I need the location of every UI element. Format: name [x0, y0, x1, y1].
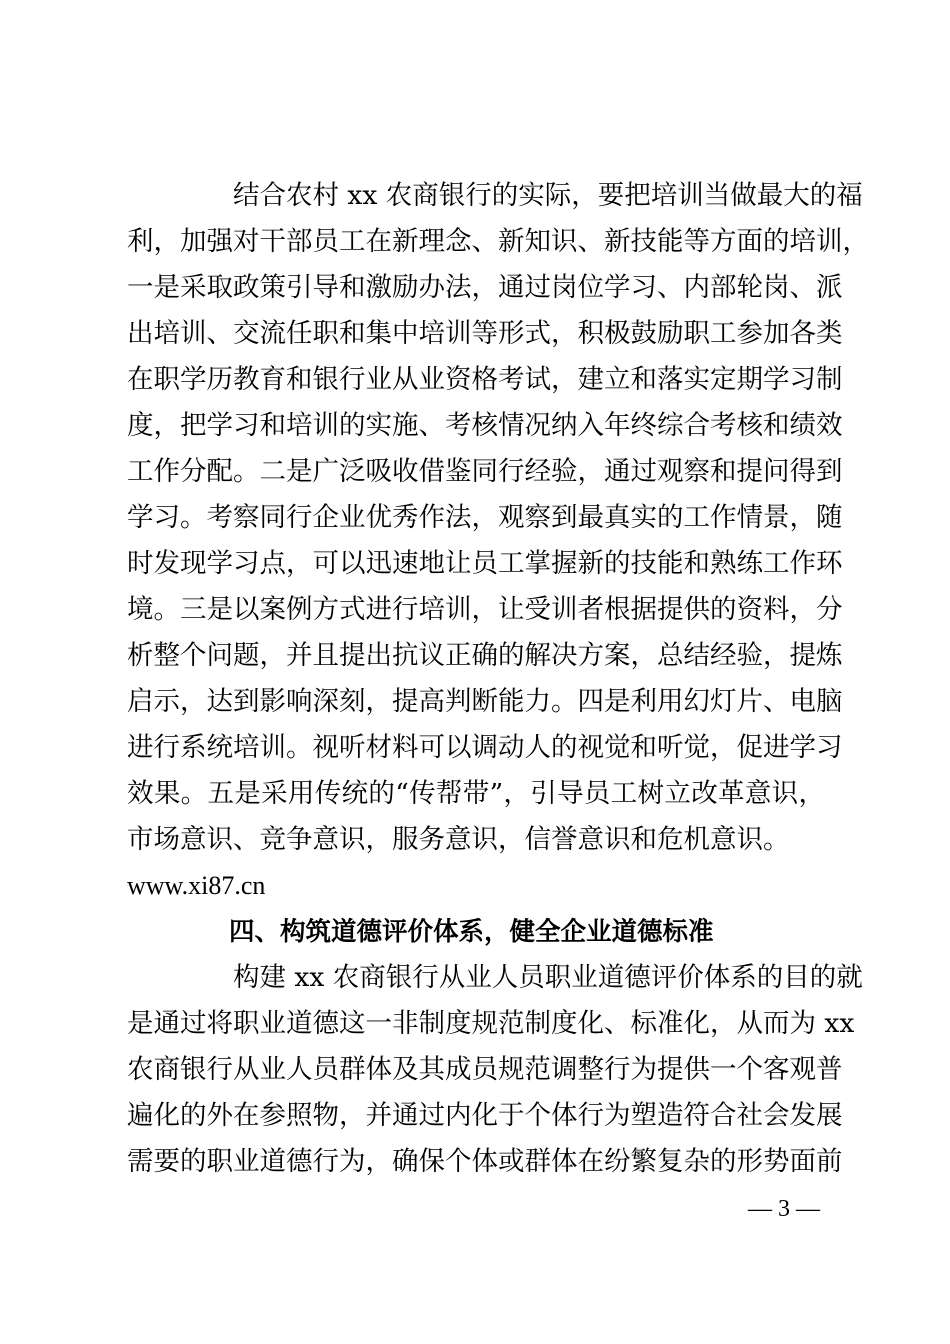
section-heading: 四、构筑道德评价体系，健全企业道德标准 [229, 917, 714, 947]
paragraph-1-line-6: 度，把学习和培训的实施、考核情况纳入年终综合考核和绩效 [127, 410, 843, 441]
paragraph-1-line-2: 利，加强对干部员工在新理念、新知识、新技能等方面的培训， [127, 226, 869, 257]
paragraph-2-line-3: 农商银行从业人员群体及其成员规范调整行为提供一个客观普 [127, 1054, 843, 1085]
paragraph-1-line-8: 学习。考察同行企业优秀作法，观察到最真实的工作情景，随 [127, 502, 843, 533]
paragraph-1-line-14: 效果。五是采用传统的“传帮带”，引导员工树立改革意识， [127, 778, 825, 809]
paragraph-2-line-2: 是通过将职业道德这一非制度规范制度化、标准化，从而为 xx [127, 1008, 855, 1039]
paragraph-1-line-3: 一是采取政策引导和激励办法，通过岗位学习、内部轮岗、派 [127, 272, 843, 303]
paragraph-1-line-11: 析整个问题，并且提出抗议正确的解决方案，总结经验，提炼 [127, 640, 843, 671]
paragraph-2-line-5: 需要的职业道德行为，确保个体或群体在纷繁复杂的形势面前 [127, 1146, 843, 1177]
paragraph-1-line-5: 在职学历教育和银行业从业资格考试，建立和落实定期学习制 [127, 364, 843, 395]
paragraph-2-line-1: 构建 xx 农商银行从业人员职业道德评价体系的目的就 [233, 962, 863, 993]
paragraph-1-line-15: 市场意识、竞争意识，服务意识，信誉意识和危机意识。 [127, 824, 790, 855]
source-url: www.xi87.cn [127, 871, 266, 900]
paragraph-1-line-9: 时发现学习点，可以迅速地让员工掌握新的技能和熟练工作环 [127, 548, 843, 579]
paragraph-1-line-12: 启示，达到影响深刻，提高判断能力。四是利用幻灯片、电脑 [127, 686, 843, 717]
paragraph-1-line-13: 进行系统培训。视听材料可以调动人的视觉和听觉，促进学习 [127, 732, 843, 763]
paragraph-1-line-1: 结合农村 xx 农商银行的实际，要把培训当做最大的福 [233, 180, 863, 211]
page-number: — 3 — [748, 1196, 820, 1222]
paragraph-1-line-7: 工作分配。二是广泛吸收借鉴同行经验，通过观察和提问得到 [127, 456, 843, 487]
paragraph-1-line-4: 出培训、交流任职和集中培训等形式，积极鼓励职工参加各类 [127, 318, 843, 349]
paragraph-2-line-4: 遍化的外在参照物，并通过内化于个体行为塑造符合社会发展 [127, 1100, 843, 1131]
paragraph-1-line-10: 境。三是以案例方式进行培训，让受训者根据提供的资料，分 [127, 594, 843, 625]
